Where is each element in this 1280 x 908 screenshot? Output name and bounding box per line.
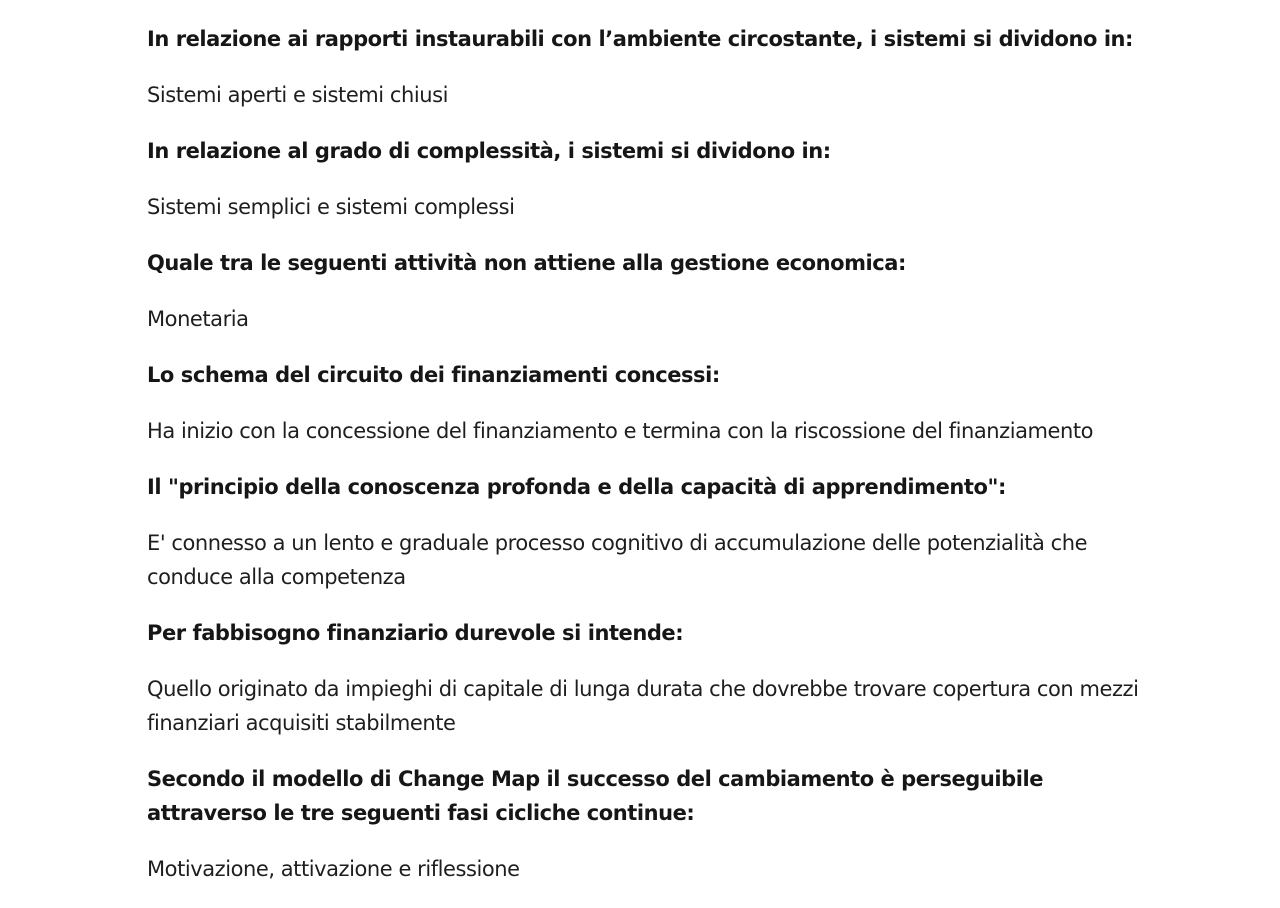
qa-list [147, 22, 1140, 908]
question-text: In relazione al grado di complessità, i sistemi si dividono in: [147, 139, 831, 163]
qa-item [147, 470, 1140, 616]
question-text: Lo schema del circuito dei finanziamenti concessi: [147, 363, 720, 387]
question-text: Il "principio della conoscenza profonda e della capacità di apprendimento": [147, 475, 1006, 499]
qa-item [147, 22, 1140, 134]
qa-item [147, 616, 1140, 762]
answer-text: Sistemi aperti e sistemi chiusi [147, 83, 448, 107]
qa-item [147, 358, 1140, 470]
answer-text: E' connesso a un lento e graduale processo cognitivo di accumulazione delle potenzialità che conduce alla competenza [147, 531, 1088, 589]
qa-item [147, 134, 1140, 246]
question-text: Per fabbisogno finanziario durevole si intende: [147, 621, 684, 645]
answer-text: Monetaria [147, 307, 249, 331]
answer-text: Quello originato da impieghi di capitale di lunga durata che dovrebbe trovare copertura con mezzi finanziari acquisiti stabilmente [147, 677, 1139, 735]
question-text: Secondo il modello di Change Map il successo del cambiamento è perseguibile attraverso le tre seguenti fasi cicliche continue: [147, 767, 1044, 825]
answer-text: Sistemi semplici e sistemi complessi [147, 195, 515, 219]
answer-text: Ha inizio con la concessione del finanziamento e termina con la riscossione del finanziamento [147, 419, 1094, 443]
question-text: Quale tra le seguenti attività non attiene alla gestione economica: [147, 251, 906, 275]
qa-item [147, 762, 1140, 908]
answer-text: Motivazione, attivazione e riflessione [147, 857, 520, 881]
qa-item [147, 246, 1140, 358]
question-text: In relazione ai rapporti instaurabili con l’ambiente circostante, i sistemi si dividono in: [147, 27, 1134, 51]
